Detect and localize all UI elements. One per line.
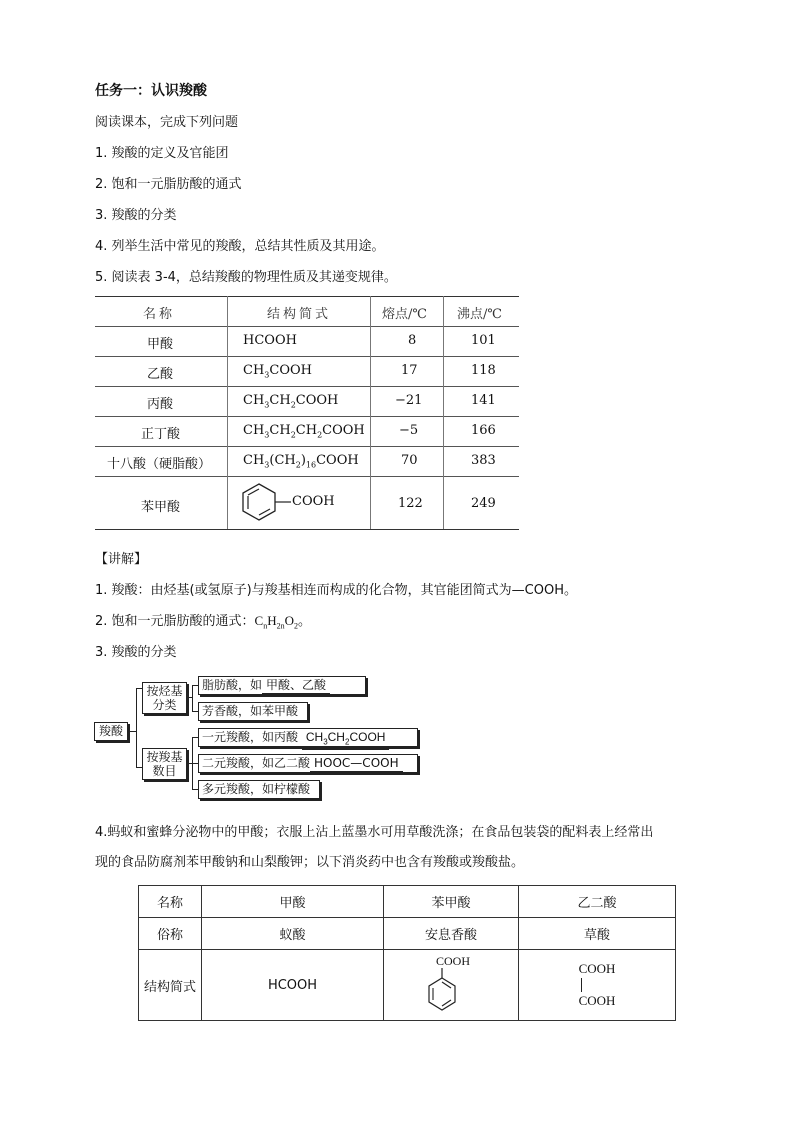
t2-name-oxalic: 乙二酸	[519, 886, 676, 918]
task-intro: 阅读课本，完成下列问题	[95, 115, 239, 130]
row3-mp: −21	[395, 393, 423, 408]
question-1: 1. 羧酸的定义及官能团	[95, 146, 229, 161]
explain-line-2: 2. 饱和一元脂肪酸的通式：$C_nH_{2n}O_2$。	[95, 613, 312, 631]
t2-common-benzoic: 安息香酸	[384, 918, 519, 950]
row5-formula: $CH_3(CH_2)_{16}COOH$	[243, 453, 359, 470]
row6-bp: 249	[471, 496, 496, 511]
question-5: 5. 阅读表 3-4，总结羧酸的物理性质及其递变规律。	[95, 270, 397, 285]
t2-common-oxalic: 草酸	[519, 918, 676, 950]
leaf-dicarboxylic: 二元羧酸，如乙二酸 HOOC—COOH	[198, 754, 418, 773]
header-name: 名称	[143, 307, 176, 322]
row6-formula: COOH	[292, 494, 335, 509]
leaf-monocarboxylic: 一元羧酸，如丙酸 $CH_3CH_2COOH$	[198, 728, 418, 747]
row1-bp: 101	[471, 333, 496, 348]
para4-line-2: 现的食品防腐剂苯甲酸钠和山梨酸钾；以下消炎药中也含有羧酸或羧酸盐。	[95, 855, 525, 870]
t2-name-benzoic: 苯甲酸	[384, 886, 519, 918]
row2-name: 乙酸	[147, 367, 174, 382]
leaf-aromatic: 芳香酸，如苯甲酸	[198, 702, 308, 721]
t2-struct-label: 结构简式	[139, 950, 202, 1021]
question-3: 3. 羧酸的分类	[95, 208, 177, 223]
row1-mp: 8	[408, 333, 417, 348]
row5-bp: 383	[471, 453, 496, 468]
row6-mp: 122	[398, 496, 423, 511]
leaf-aliphatic: 脂肪酸，如 甲酸、乙酸	[198, 676, 366, 695]
branch-carboxyl-box: 按羧基 数目	[142, 748, 187, 780]
header-mp: 熔点/℃	[382, 307, 427, 322]
para4-line-1: 4.蚂蚁和蜜蜂分泌物中的甲酸；衣服上沾上蓝墨水可用草酸洗涤；在食品包装袋的配料表上经常出	[95, 825, 654, 840]
benzene-ring-icon	[422, 966, 462, 1016]
t2-common-label: 俗称	[139, 918, 202, 950]
row1-formula: HCOOH	[243, 333, 297, 348]
row5-mp: 70	[401, 453, 418, 468]
row3-name: 丙酸	[147, 397, 174, 412]
leaf-polycarboxylic: 多元羧酸，如柠檬酸	[198, 780, 320, 799]
t2-struct-oxalic: COOH COOH	[519, 950, 676, 1021]
row1-name: 甲酸	[147, 337, 174, 352]
row6-name: 苯甲酸	[141, 500, 181, 515]
row4-name: 正丁酸	[141, 427, 181, 442]
t2-struct-formic: HCOOH	[202, 950, 384, 1021]
row2-mp: 17	[401, 363, 418, 378]
header-bp: 沸点/℃	[457, 307, 502, 322]
row2-bp: 118	[471, 363, 496, 378]
explain-line-3: 3. 羧酸的分类	[95, 645, 177, 660]
row3-formula: $CH_3CH_2COOH$	[243, 393, 339, 410]
task-title: 任务一：认识羧酸	[95, 83, 207, 99]
header-formula: 结构简式	[267, 307, 332, 322]
t2-name-label: 名称	[139, 886, 202, 918]
row4-mp: −5	[399, 423, 419, 438]
row5-name: 十八酸（硬脂酸）	[107, 457, 212, 472]
common-acids-table	[138, 885, 676, 1021]
t2-name-formic: 甲酸	[202, 886, 384, 918]
row4-bp: 166	[471, 423, 496, 438]
row2-formula: $CH_3COOH$	[243, 363, 312, 380]
question-4: 4. 列举生活中常见的羧酸，总结其性质及其用途。	[95, 239, 385, 254]
t2-common-formic: 蚁酸	[202, 918, 384, 950]
t2-struct-benzoic: COOH	[384, 950, 519, 1021]
explain-heading: 【讲解】	[95, 552, 148, 567]
row3-bp: 141	[471, 393, 496, 408]
branch-hydrocarbon-box: 按烃基 分类	[142, 682, 187, 714]
explain-line-1: 1. 羧酸：由烃基(或氢原子)与羧基相连而构成的化合物，其官能团简式为—COOH。	[95, 583, 577, 598]
row4-formula: $CH_3CH_2CH_2COOH$	[243, 423, 365, 440]
question-2: 2. 饱和一元脂肪酸的通式	[95, 177, 242, 192]
tree-root-box: 羧酸	[94, 722, 128, 741]
